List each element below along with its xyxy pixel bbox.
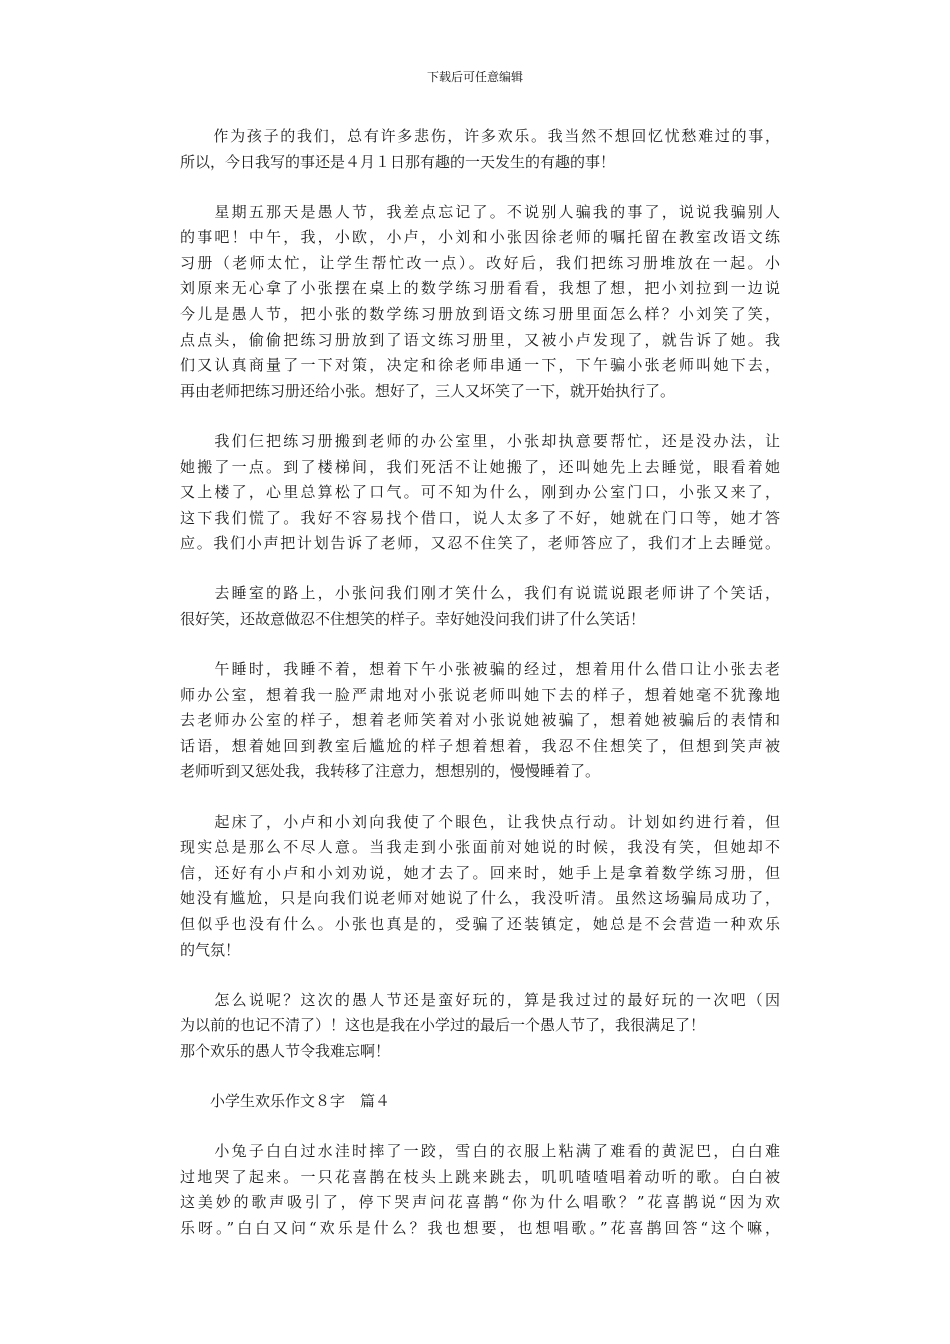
document-body — [180, 124, 780, 1241]
text-line: 我们仨把练习册搬到老师的办公室里，小张却执意要帮忙，还是没办法，让 — [180, 431, 780, 450]
paragraph-intro — [180, 124, 780, 175]
text-line: 习册（老师太忙，让学生帮忙改一点）。改好后，我们把练习册堆放在一起。小 — [180, 253, 780, 272]
text-line: 应。我们小声把计划告诉了老师，又忍不住笑了，老师答应了，我们才上去睡觉。 — [180, 534, 780, 553]
paragraph-april-fools — [180, 200, 780, 405]
text-line: 小兔子白白过水洼时摔了一跤，雪白的衣服上粘满了难看的黄泥巴，白白难 — [180, 1142, 780, 1160]
paragraph-nap — [180, 657, 780, 785]
text-line: 又上楼了，心里总算松了口气。可不知为什么，刚到办公室门口，小张又来了， — [180, 483, 780, 502]
text-line: 刘原来无心拿了小张摆在桌上的数学练习册看看，我想了想，把小刘拉到一边说 — [180, 279, 780, 298]
paragraph-dorm-road — [180, 581, 780, 632]
text-line: 她搬了一点。到了楼梯间，我们死活不让她搬了，还叫她先上去睡觉，眼看着她 — [180, 457, 780, 476]
text-line: 今儿是愚人节，把小张的数学练习册放到语文练习册里面怎么样？小刘笑了笑， — [180, 305, 780, 324]
text-line: 为以前的也记不清了）！这也是我在小学过的最后一个愚人节了，我很满足了！ — [180, 1016, 706, 1035]
text-line: 们又认真商量了一下对策，决定和徐老师串通一下，下午骗小张老师叫她下去， — [180, 356, 780, 375]
text-line: 星期五那天是愚人节，我差点忘记了。不说别人骗我的事了，说说我骗别人 — [180, 202, 780, 221]
text-line: 起床了，小卢和小刘向我使了个眼色，让我快点行动。计划如约进行着，但 — [180, 812, 780, 831]
text-line: 话语，想着她回到教室后尴尬的样子想着想着，我忍不住想笑了，但想到笑声被 — [180, 736, 780, 755]
text-line: 乐呀。”白白又问“欢乐是什么？我也想要，也想唱歌。”花喜鹊回答“这个嘛， — [180, 1218, 780, 1237]
text-line: 去老师办公室的样子，想着老师笑着对小张说她被骗了，想着她被骗后的表情和 — [180, 711, 780, 730]
paragraph-office — [180, 429, 780, 557]
text-line: 她没有尴尬，只是向我们说老师对她说了什么，我没听清。虽然这场骗局成功了， — [180, 889, 780, 908]
text-line: 再由老师把练习册还给小张。想好了，三人又坏笑了一下，就开始执行了。 — [180, 381, 676, 400]
text-line: 现实总是那么不尽人意。当我走到小张面前对她说的时候，我没有笑，但她却不 — [180, 838, 780, 857]
page-header: 下载后可任意编辑 — [426, 70, 523, 84]
text-line: 老师听到又惩处我，我转移了注意力，想想别的，慢慢睡着了。 — [180, 762, 601, 781]
text-line: 作为孩子的我们，总有许多悲伤，许多欢乐。我当然不想回忆忧愁难过的事， — [180, 127, 780, 145]
text-line: 的事吧！中午，我，小欧，小卢，小刘和小张因徐老师的嘱托留在教室改语文练 — [180, 228, 780, 247]
text-line: 怎么说呢？这次的愚人节还是蛮好玩的，算是我过过的最好玩的一次吧（因 — [180, 990, 780, 1009]
section-heading — [180, 1089, 780, 1115]
text-line: 很好笑，还故意做忍不住想笑的样子。幸好她没问我们讲了什么笑话！ — [180, 610, 646, 628]
text-line: 师办公室，想着我一脸严肃地对小张说老师叫她下去的样子，想着她毫不犹豫地 — [180, 685, 780, 704]
section-heading-text: 小学生欢乐作文８字 篇４ — [180, 1091, 391, 1110]
paragraph-wake-up — [180, 810, 780, 964]
text-line: 信，还好有小卢和小刘劝说，她才去了。回来时，她手上是拿着数学练习册，但 — [180, 863, 780, 882]
paragraph-conclusion — [180, 988, 780, 1065]
text-line: 这下我们慌了。我好不容易找个借口，说人太多了不好，她就在门口等，她才答 — [180, 508, 780, 527]
text-line: 去睡室的路上，小张问我们刚才笑什么，我们有说谎说跟老师讲了个笑话， — [180, 584, 780, 603]
text-line: 这美妙的歌声吸引了，停下哭声问花喜鹊“你为什么唱歌？”花喜鹊说“因为欢 — [180, 1193, 780, 1212]
text-line: 点点头，偷偷把练习册放到了语文练习册里，又被小卢发现了，就告诉了她。我 — [180, 330, 780, 349]
text-line: 那个欢乐的愚人节令我难忘啊！ — [180, 1041, 391, 1060]
paragraph-rabbit-story — [180, 1139, 780, 1241]
text-line: 所以，今日我写的事还是４月１日那有趣的一天发生的有趣的事！ — [180, 152, 616, 171]
text-line: 但似乎也没有什么。小张也真是的，受骗了还装镇定，她总是不会营造一种欢乐 — [180, 914, 780, 933]
text-line: 过地哭了起来。一只花喜鹊在枝头上跳来跳去，叽叽喳喳唱着动听的歌。白白被 — [180, 1167, 780, 1186]
text-line: 午睡时，我睡不着，想着下午小张被骗的经过，想着用什么借口让小张去老 — [180, 660, 780, 679]
text-line: 的气氛！ — [180, 940, 241, 959]
